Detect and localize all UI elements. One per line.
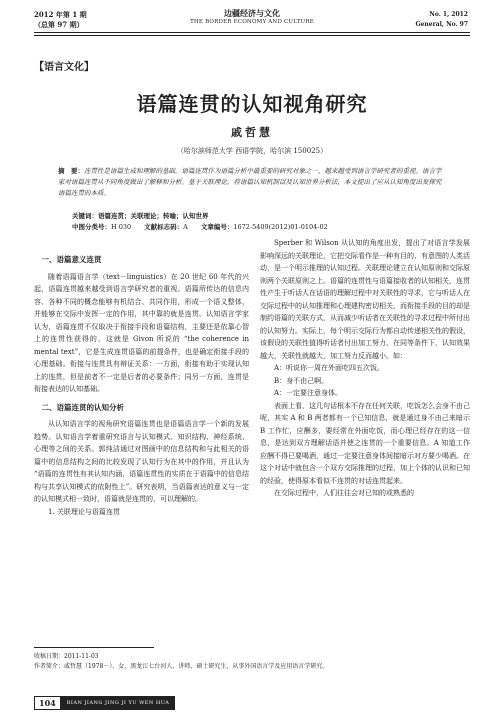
left-column <box>34 248 249 518</box>
example-line: B：身不由己啊。 <box>274 376 329 385</box>
footnote <box>34 652 328 672</box>
page-number: 104 <box>34 696 61 710</box>
received-date: 收稿日期：2011-11-03 <box>34 653 99 660</box>
paragraph: 表面上看，这几句话根本不存在任何关联，吃饭怎么会身不由己呢，其实 A 和 B 两者都有一个已知信息，就是通过身不由己来暗示 B 工作忙，应酬多，要经常在外面吃饭，而心理已经存在的这一信息，是达到双方理解话语并使之连贯的一个重要信息。A 知道工作应酬不得已要喝酒，通过一定要注意身体间接暗示对方要少喝酒。在这个对话中就包含一个双方交际推理的过程，加上个体的认识和已知的经验，使得原本看似不连贯的对话连贯起来。 <box>260 401 470 485</box>
section-heading-1: 一、语篇意义连贯 <box>41 255 102 264</box>
keywords <box>72 211 209 220</box>
clc-label: 中图分类号： <box>72 223 111 231</box>
issue-number: 2012 年第 1 期 <box>34 10 87 19</box>
header-rule-thin <box>34 35 470 36</box>
subsection-heading: 1. 关联理论与语篇连贯 <box>48 507 120 516</box>
page-footer <box>34 696 175 710</box>
example-line: A：一定要注意身体。 <box>274 389 343 397</box>
paragraph: 在交际过程中，人们往往会对已知的或熟悉的 <box>274 489 414 497</box>
issue-info-right <box>415 10 468 30</box>
journal-pinyin-bar: BIAN JIANG JING JI YU WEN HUA <box>61 696 176 710</box>
classification-line <box>72 222 328 231</box>
doc-code-label: 文献标志码： <box>144 223 184 231</box>
column-tag: 【语言文化】 <box>34 62 94 73</box>
example-line: A：听说你一周在外面吃四五次饭。 <box>274 364 385 372</box>
article-title: 语篇连贯的认知视角研究 <box>136 92 368 116</box>
paragraph: Sperber 和 Wilson 从认知的角度出发，提出了对语言学发展影响深远的关联理论，它把交际看作是一种有目的、有意图的人类活动，是一个明示推理的认知过程。关联理论建立在认知原则和交际原则两个关联原则之上。语篇的连贯性与语篇接收者的认知相关，连贯性产生于听话人在话语的理解过程中对关联性的寻求，它与听话人在交际过程中的认知推理和心理建构密切相关，而衔接手段的目的却是制约语篇的关联方式，从而减少听话者在关联性的寻求过程中所付出的认知努力。实际上，每个明示交际行为都自动传递相关性的假设，该假设的关联性值得听话者付出加工努力，在同等条件下，认知效果越大，关联性就越大，加工努力反而越小。如： <box>260 239 470 360</box>
abstract-label: 摘 要： <box>58 167 84 175</box>
issue-total: （总第 97 期） <box>34 20 84 29</box>
keywords-label: 关键词： <box>72 212 98 220</box>
footnote-rule <box>34 647 154 648</box>
issue-number-en: No. 1, 2012 <box>429 11 468 18</box>
journal-name-cn: 边疆经济与文化 <box>224 8 280 18</box>
right-column <box>260 237 470 500</box>
paragraph: 从认知语言学的视角研究语篇连贯也是语篇语言学一个新的发展趋势。认知语言学着重研究语言与认知模式、知识结构、神经系统、心理等之间的关系。郭纯洁通过对图画中的信息结构和与此相关的语篇中的信息结构之间的比较发现了认知行为在其中的作用，并且认为 “语篇的连贯性有其认知内涵，语篇连贯性的实质在于语篇中的信息结构与共享认知模式的依附性上”。研究表明，当语篇表达的意义与一定的认知模式相一致时，语篇就是连贯的，可以理解的。 <box>34 420 249 503</box>
doc-code-value: A <box>183 223 188 231</box>
author-bio: 作者简介：戚哲慧（1978－），女，黑龙江七台河人，讲师，硕士研究生，从事外国语言学及应用语言学研究。 <box>34 663 329 670</box>
journal-name-en: THE BORDER ECONOMY AND CULTURE <box>190 19 314 25</box>
author-name: 戚哲慧 <box>231 126 273 139</box>
author-affiliation: （哈尔滨师范大学 西语学院，哈尔滨 150025） <box>176 147 328 155</box>
article-id-value: 1672-5409(2012)01-0104-02 <box>233 223 328 231</box>
keywords-text: 语篇连贯；关联理论；转喻；认知世界 <box>98 212 209 220</box>
issue-general-en: General, No. 97 <box>415 21 468 28</box>
header-rule-thick <box>34 32 470 33</box>
clc-value: H 030 <box>111 223 132 231</box>
paragraph: 随着语篇语言学（text－linguistics）在 20 世纪 60 年代的兴起，语篇连贯越来越受到语言学研究者的重视。语篇所传达的信息内容、各种不同的概念能够有机结合、共同作用，形成一个语义整体，并能够在交际中发挥一定的作用，其中靠的就是连贯。认知语言学家认为，语篇连贯不仅取决于衔接手段和语篇结构，主要还是依靠心智上的连贯性获得的，这就是 Givon 所说的 “the coherence in mental text”，它是生成连贯语篇的前提条件，也是确定衔接手段的心理基础。衔接与连贯具有辩证关系：一方面，衔接有助于实现认知上的连贯，但是前者不一定是后者的必要条件；同另一方面，连贯是衔接表达的认知基础。 <box>34 272 249 393</box>
abstract-text: 连贯性是语篇生成和理解的基础。语篇连贯作为语篇分析中最重要的研究对象之一，越来越受到语言学研究者的重视。语言学家对语篇连贯从不同角度做出了解释和分析。基于关联理论，将语篇认知机制以及认知世界分析法，本文提出了应从认知角度出发探究语篇连贯的本质。 <box>58 167 442 197</box>
section-heading-2: 二、语篇连贯的认知分析 <box>41 402 124 412</box>
article-id-label: 文章编号： <box>200 223 234 231</box>
abstract <box>58 166 446 199</box>
